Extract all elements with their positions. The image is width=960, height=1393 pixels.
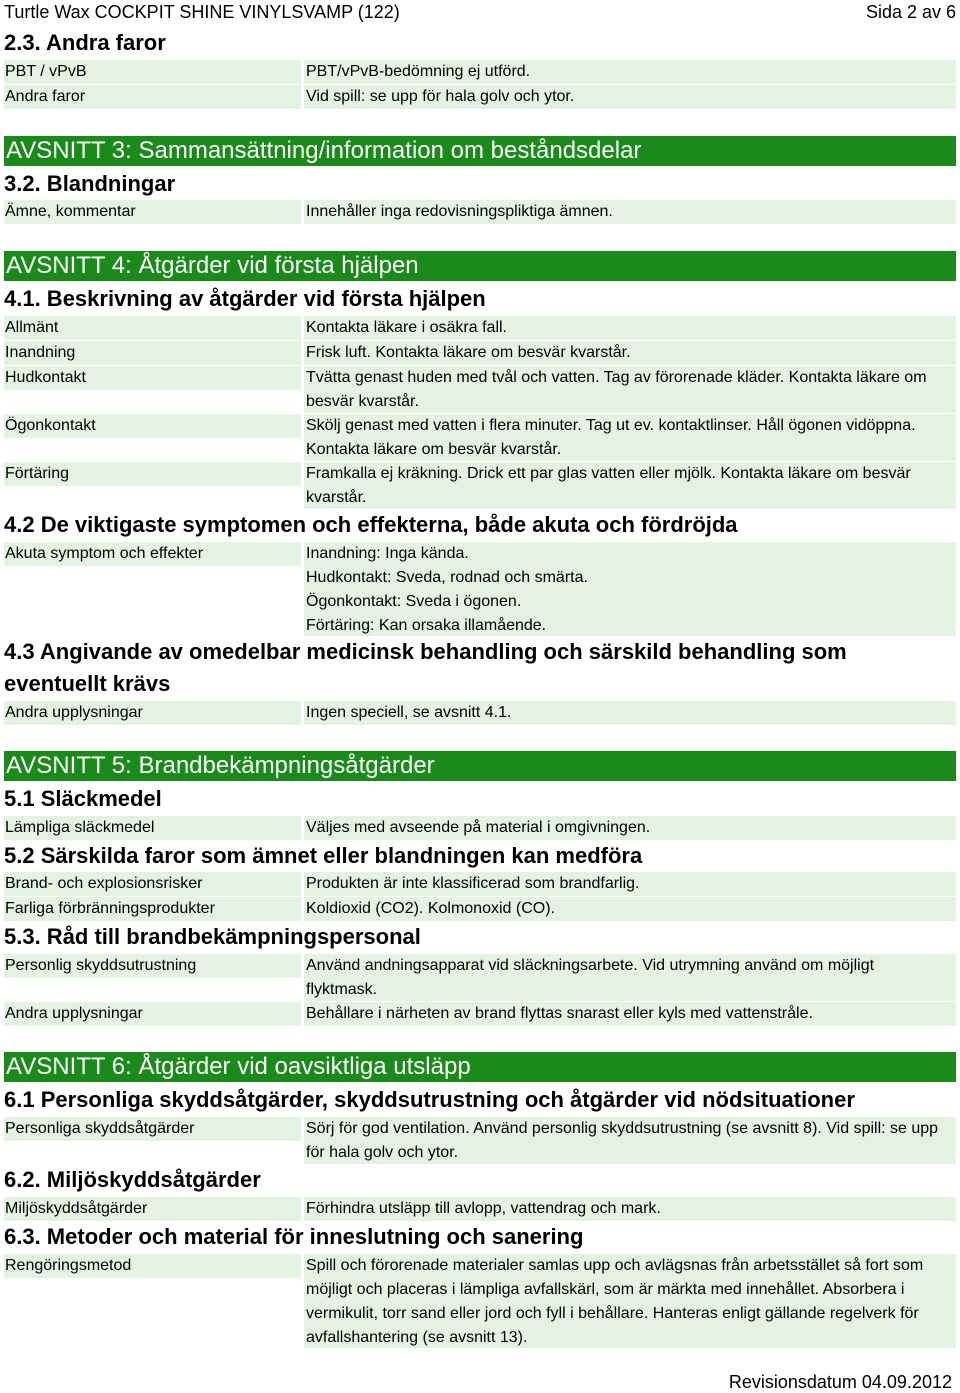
- field-row: [4, 1002, 956, 1026]
- field-value: PBT/vPvB-bedömning ej utförd.: [304, 60, 956, 84]
- subsection-heading-3-2: 3.2. Blandningar: [4, 171, 176, 196]
- subsection-heading-6-3: 6.3. Metoder och material för inneslutning och sanering: [4, 1224, 584, 1249]
- field-row: [4, 954, 956, 1001]
- field-label: Personliga skyddsåtgärder: [4, 1117, 301, 1141]
- subsection-heading-6-2: 6.2. Miljöskyddsåtgärder: [4, 1167, 261, 1192]
- field-label: Ögonkontakt: [4, 414, 301, 438]
- field-row: [4, 1254, 956, 1348]
- field-value: Spill och förorenade materialer samlas upp och avlägsnas från arbetsstället så fort som möjligt och placeras i lämpliga avfallskärl, som är märkta med innehållet. Absorbera i vermikulit, torr sand eller jord och fyll i behållare. Hanteras enligt gällande regelverk för avfallshantering (se avsnitt 13).: [304, 1254, 956, 1348]
- field-label: Rengöringsmetod: [4, 1254, 301, 1278]
- subsection-heading-4-3-cont: eventuellt krävs: [4, 671, 171, 696]
- section-header-5: AVSNITT 5: Brandbekämpningsåtgärder: [4, 751, 956, 781]
- field-row: [4, 316, 956, 340]
- field-value: Tvätta genast huden med tvål och vatten. Tag av förorenade kläder. Kontakta läkare om besvär kvarstår.: [304, 366, 956, 413]
- field-row: [4, 701, 956, 725]
- field-value: Ingen speciell, se avsnitt 4.1.: [304, 701, 956, 725]
- field-label: Andra faror: [4, 85, 301, 109]
- field-value: Kontakta läkare i osäkra fall.: [304, 316, 956, 340]
- field-label: Hudkontakt: [4, 366, 301, 390]
- field-label: Förtäring: [4, 462, 301, 486]
- field-row: [4, 60, 956, 84]
- field-value: Väljes med avseende på material i omgivningen.: [304, 816, 956, 840]
- subsection-heading-5-2: 5.2 Särskilda faror som ämnet eller blandningen kan medföra: [4, 843, 643, 868]
- field-value: Förhindra utsläpp till avlopp, vattendrag och mark.: [304, 1197, 956, 1221]
- subsection-heading-6-1: 6.1 Personliga skyddsåtgärder, skyddsutrustning och åtgärder vid nödsituationer: [4, 1087, 855, 1112]
- field-label: Allmänt: [4, 316, 301, 340]
- field-row: [4, 872, 956, 896]
- field-label: Andra upplysningar: [4, 701, 301, 725]
- section-header-4: AVSNITT 4: Åtgärder vid första hjälpen: [4, 251, 956, 281]
- field-label: Lämpliga släckmedel: [4, 816, 301, 840]
- field-label: Akuta symptom och effekter: [4, 542, 301, 566]
- field-label: Ämne, kommentar: [4, 200, 301, 224]
- field-label: Inandning: [4, 341, 301, 365]
- symptom-line: Ögonkontakt: Sveda i ögonen.: [306, 593, 522, 610]
- field-value: Frisk luft. Kontakta läkare om besvär kvarstår.: [304, 341, 956, 365]
- field-label: PBT / vPvB: [4, 60, 301, 84]
- field-value: Skölj genast med vatten i flera minuter. Tag ut ev. kontaktlinser. Håll ögonen vidöppna. Kontakta läkare om besvär kvarstår.: [304, 414, 956, 461]
- field-row: [4, 414, 956, 461]
- subsection-heading-5-1: 5.1 Släckmedel: [4, 786, 162, 811]
- page-number: Sida 2 av 6: [865, 2, 956, 22]
- field-label: Farliga förbränningsprodukter: [4, 897, 301, 921]
- symptom-line: Förtäring: Kan orsaka illamående.: [306, 617, 547, 634]
- field-row: [4, 542, 956, 636]
- subsection-heading-5-3: 5.3. Råd till brandbekämpningspersonal: [4, 924, 421, 949]
- field-value: Koldioxid (CO2). Kolmonoxid (CO).: [304, 897, 956, 921]
- field-label: Andra upplysningar: [4, 1002, 301, 1026]
- field-value: Behållare i närheten av brand flyttas snarast eller kyls med vattenstråle.: [304, 1002, 956, 1026]
- field-row: [4, 462, 956, 509]
- field-value: [304, 542, 956, 636]
- page-header: [4, 0, 956, 24]
- symptom-line: Inandning: Inga kända.: [306, 545, 469, 562]
- field-row: [4, 816, 956, 840]
- document-title: Turtle Wax COCKPIT SHINE VINYLSVAMP (122): [4, 2, 400, 22]
- field-value: Produkten är inte klassificerad som brandfarlig.: [304, 872, 956, 896]
- field-value: Innehåller inga redovisningspliktiga ämnen.: [304, 200, 956, 224]
- field-row: [4, 366, 956, 413]
- subsection-heading-4-2: 4.2 De viktigaste symptomen och effekterna, både akuta och fördröjda: [4, 512, 738, 537]
- section-header-6: AVSNITT 6: Åtgärder vid oavsiktliga utsläpp: [4, 1052, 956, 1082]
- field-value: Vid spill: se upp för hala golv och ytor.: [304, 85, 956, 109]
- field-label: Miljöskyddsåtgärder: [4, 1197, 301, 1221]
- subsection-heading-4-3: 4.3 Angivande av omedelbar medicinsk behandling och särskild behandling som: [4, 639, 847, 664]
- field-row: [4, 200, 956, 224]
- field-label: Brand- och explosionsrisker: [4, 872, 301, 896]
- field-value: Sörj för god ventilation. Använd personlig skyddsutrustning (se avsnitt 8). Vid spill: se upp för hala golv och ytor.: [304, 1117, 956, 1164]
- subsection-heading-2-3: 2.3. Andra faror: [4, 30, 166, 55]
- field-value: Använd andningsapparat vid släckningsarbete. Vid utrymning använd om möjligt flyktmask.: [304, 954, 956, 1001]
- field-row: [4, 1117, 956, 1164]
- field-row: [4, 897, 956, 921]
- field-value: Framkalla ej kräkning. Drick ett par glas vatten eller mjölk. Kontakta läkare om besvär kvarstår.: [304, 462, 956, 509]
- symptom-line: Hudkontakt: Sveda, rodnad och smärta.: [306, 569, 588, 586]
- field-row: [4, 341, 956, 365]
- revision-date: Revisionsdatum 04.09.2012: [728, 1372, 952, 1392]
- field-label: Personlig skyddsutrustning: [4, 954, 301, 978]
- field-row: [4, 85, 956, 109]
- subsection-heading-4-1: 4.1. Beskrivning av åtgärder vid första hjälpen: [4, 286, 486, 311]
- field-row: [4, 1197, 956, 1221]
- section-header-3: AVSNITT 3: Sammansättning/information om beståndsdelar: [4, 136, 956, 166]
